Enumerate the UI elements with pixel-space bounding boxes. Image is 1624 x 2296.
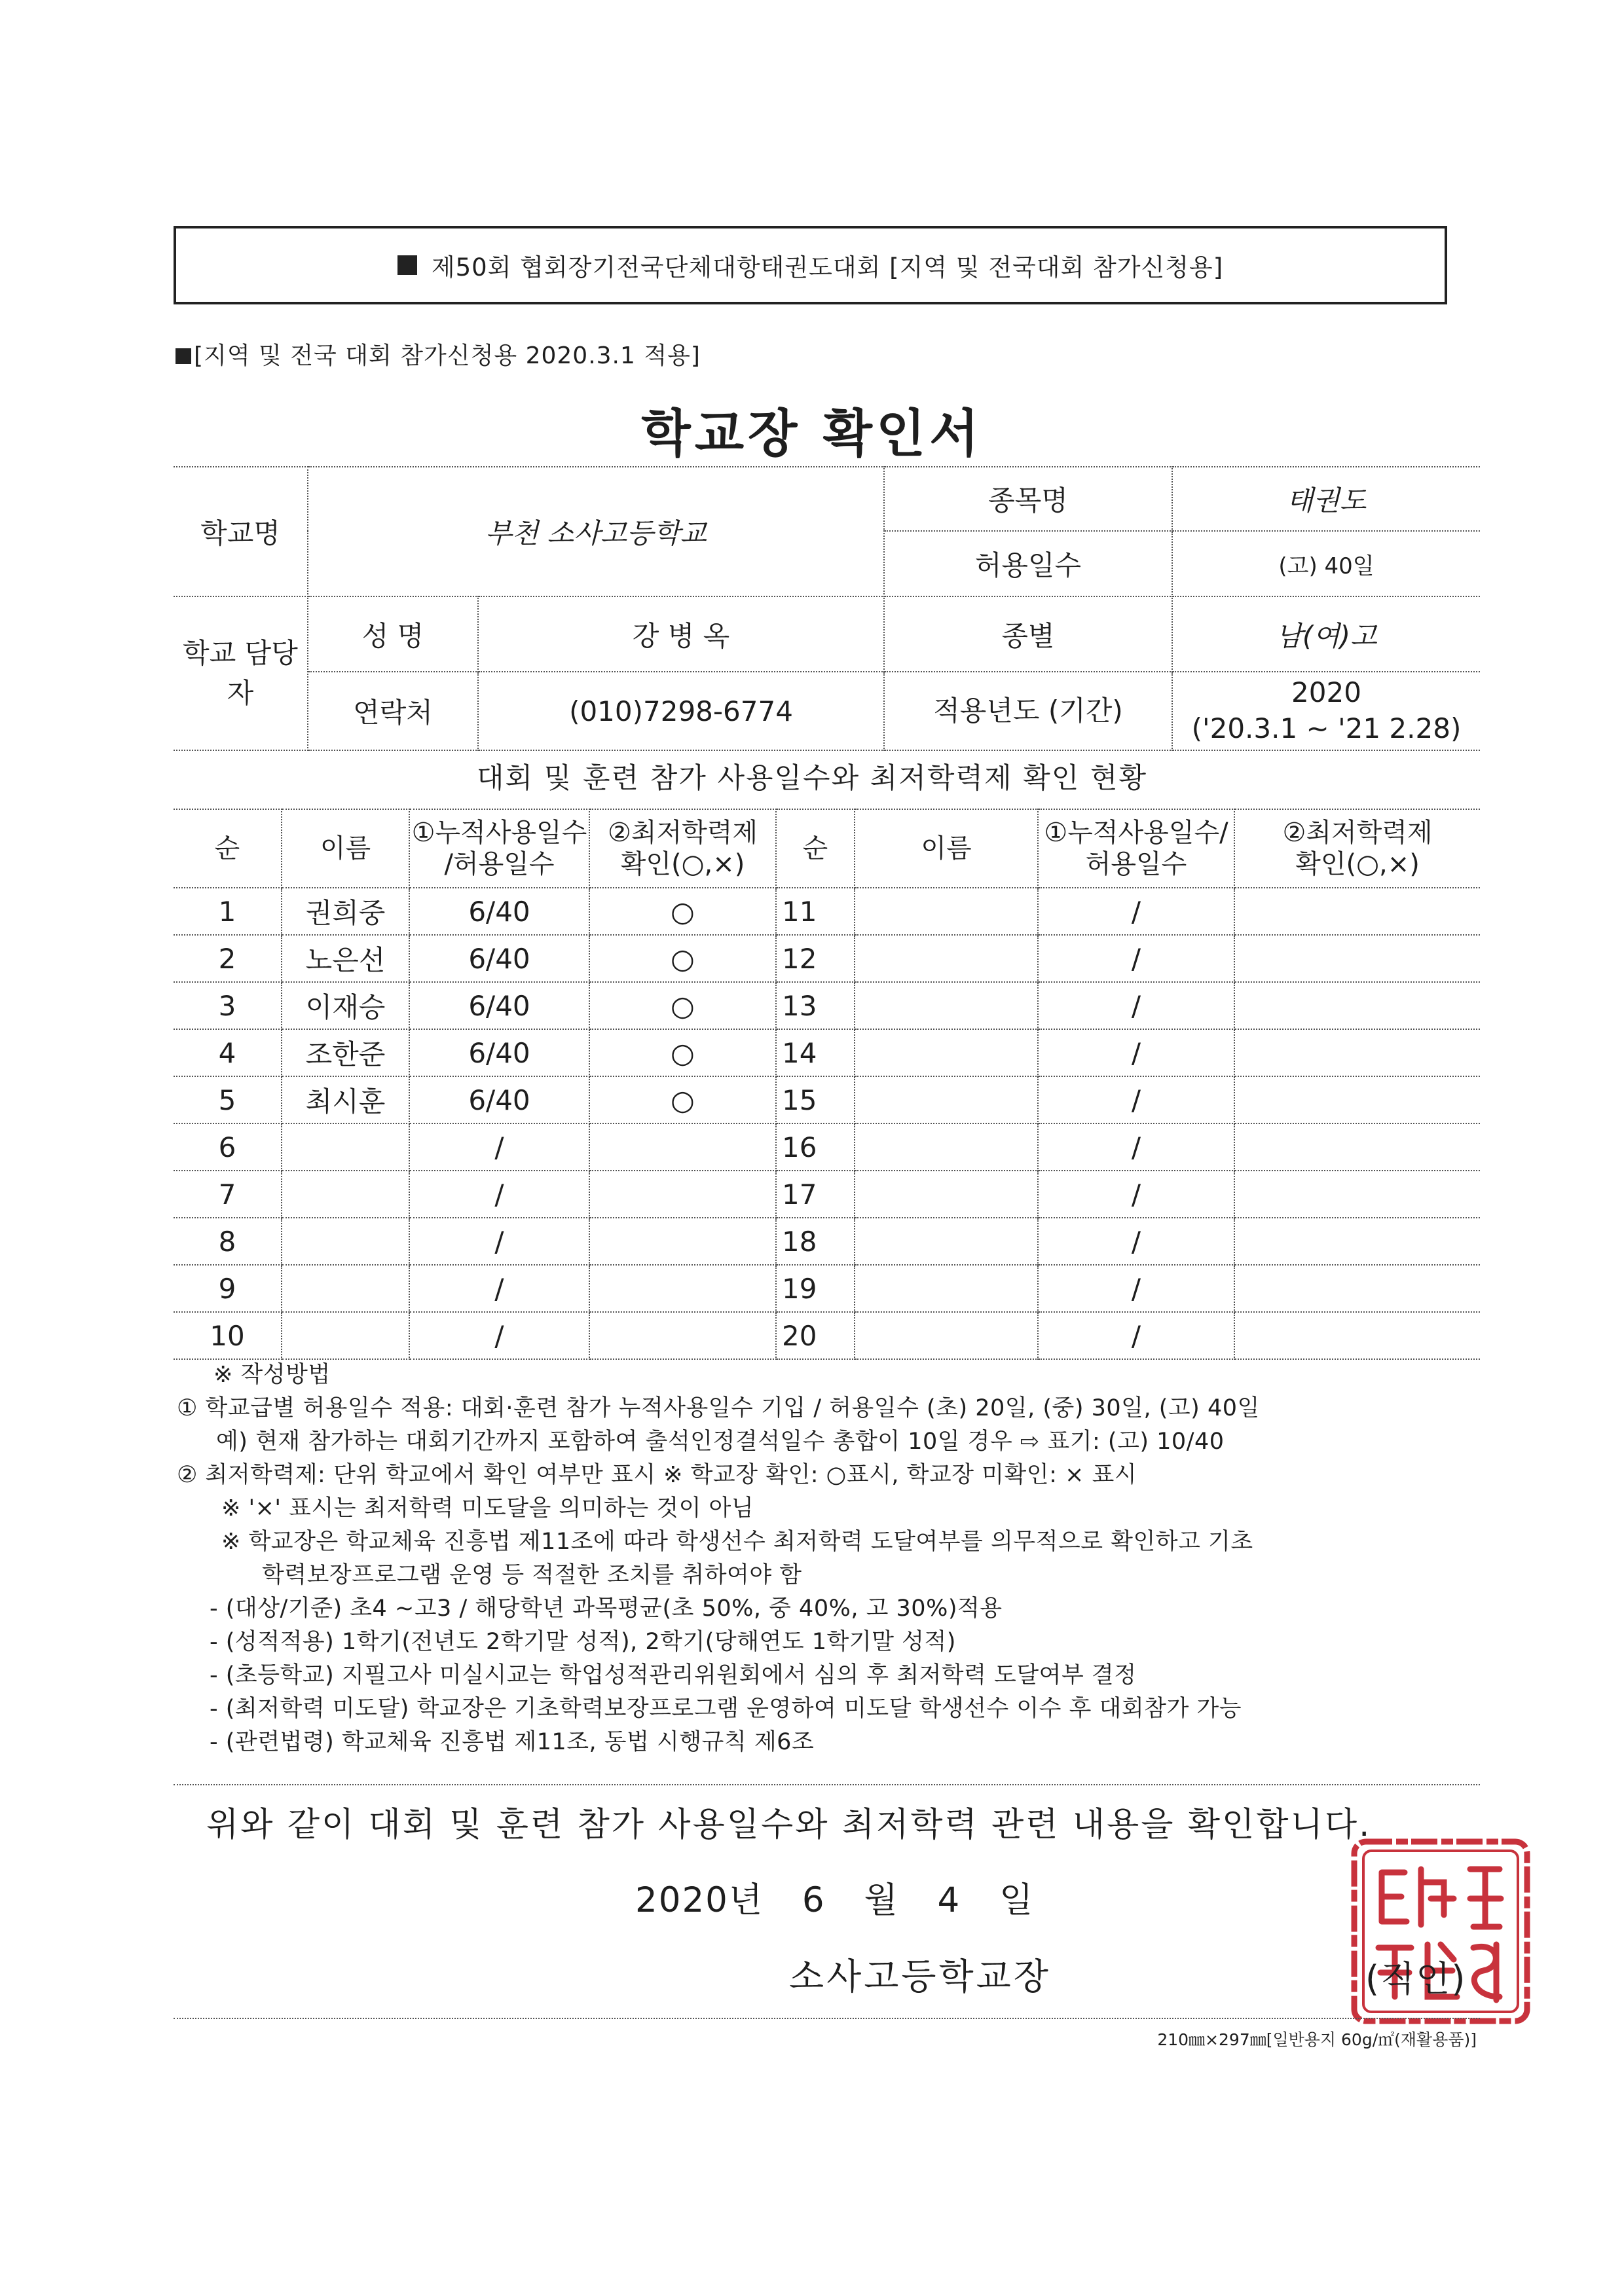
col-header-days-right: ①누적사용일수/ 허용일수 (1038, 809, 1234, 888)
guide-item-1: ① 학교급별 허용일수 적용: 대회·훈련 참가 누적사용일수 기입 / 허용일수 (초) 20일, (중) 30일, (고) 40일 (177, 1395, 1260, 1421)
table-row (174, 1312, 1480, 1359)
used-days: / (409, 1218, 589, 1265)
used-days: / (1038, 1123, 1234, 1171)
used-days: / (1038, 1171, 1234, 1218)
min-grade-check: ○ (589, 1029, 776, 1076)
status-title: 대회 및 훈련 참가 사용일수와 최저학력제 확인 현황 (477, 762, 1147, 795)
guide-dash-5: - (관련법령) 학교체육 진흥법 제11조, 동법 시행규칙 제6조 (210, 1729, 815, 1755)
student-name (855, 1029, 1038, 1076)
min-grade-check (1234, 982, 1480, 1029)
divider (174, 1784, 1480, 1785)
used-days: 6/40 (409, 935, 589, 982)
guide-item-2: ② 최저학력제: 단위 학교에서 확인 여부만 표시 ※ 학교장 확인: ○표시, 학교장 미확인: × 표시 (177, 1462, 1137, 1488)
row-no: 4 (174, 1029, 282, 1076)
min-grade-check: ○ (589, 982, 776, 1029)
row-no: 1 (174, 888, 282, 935)
min-grade-check (1234, 1123, 1480, 1171)
principal-title: 소사고등학교장 (789, 1956, 1051, 1997)
contact-label: 연락처 (308, 672, 478, 750)
table-row (174, 888, 1480, 935)
min-grade-check (589, 1312, 776, 1359)
col-header-name: 이름 (282, 809, 409, 888)
used-days: / (409, 1265, 589, 1312)
name-label: 성 명 (308, 596, 478, 672)
row-no: 14 (776, 1029, 855, 1076)
usage-note (175, 337, 701, 371)
table-row (174, 1171, 1480, 1218)
student-name: 이재승 (282, 982, 409, 1029)
table-row (174, 982, 1480, 1029)
competition-title: 제50회 협회장기전국단체대항태권도대회 [지역 및 전국대회 참가신청용] (431, 253, 1224, 282)
paper-spec: 210㎜×297㎜[일반용지 60g/㎡(재활용품)] (1157, 2030, 1477, 2049)
student-name (282, 1218, 409, 1265)
guide-dash-2: - (성적적용) 1학기(전년도 2학기말 성적), 2학기(당해연도 1학기말 성적) (210, 1629, 956, 1655)
row-no: 5 (174, 1076, 282, 1123)
row-no: 9 (174, 1265, 282, 1312)
student-name: 권희중 (282, 888, 409, 935)
student-name (855, 982, 1038, 1029)
student-name (282, 1123, 409, 1171)
black-square-icon (175, 348, 191, 364)
used-days: / (1038, 1076, 1234, 1123)
guide-note-b-cont: 학력보장프로그램 운영 등 적절한 조치를 취하여야 함 (262, 1562, 802, 1588)
year-value: 2020 (1291, 676, 1361, 709)
school-name-value: 부천 소사고등학교 (308, 467, 884, 596)
manager-info-table (174, 596, 1480, 751)
student-name: 최시훈 (282, 1076, 409, 1123)
student-name (855, 935, 1038, 982)
col-header-no-right: 순 (776, 809, 855, 888)
row-no: 10 (174, 1312, 282, 1359)
roster-header-row (174, 809, 1480, 888)
writing-guide (177, 1358, 1486, 1759)
usage-note-text: [지역 및 전국 대회 참가신청용 2020.3.1 적용] (194, 342, 701, 369)
used-days: / (409, 1123, 589, 1171)
allowed-days-value: (고) 40일 (1172, 531, 1480, 596)
min-grade-check (1234, 1312, 1480, 1359)
table-row (174, 1218, 1480, 1265)
min-grade-check (589, 1265, 776, 1312)
used-days: / (1038, 1265, 1234, 1312)
year-label: 적용년도 (기간) (884, 672, 1172, 750)
used-days: / (1038, 1312, 1234, 1359)
guide-note-b: ※ 학교장은 학교체육 진흥법 제11조에 따라 학생선수 최저학력 도달여부를 의무적으로 확인하고 기초 (221, 1529, 1253, 1555)
student-name (855, 1171, 1038, 1218)
student-name (855, 1218, 1038, 1265)
used-days: / (409, 1171, 589, 1218)
row-no: 17 (776, 1171, 855, 1218)
used-days: / (409, 1312, 589, 1359)
guide-item-1-example: 예) 현재 참가하는 대회기간까지 포함하여 출석인정결석일수 총합이 10일 경우 ⇨ 표기: (고) 10/40 (216, 1429, 1225, 1455)
used-days: 6/40 (409, 1076, 589, 1123)
min-grade-check: ○ (589, 1076, 776, 1123)
used-days: / (1038, 888, 1234, 935)
min-grade-check (589, 1218, 776, 1265)
used-days: / (1038, 1029, 1234, 1076)
seal-label: (직인) (1365, 1958, 1467, 1999)
min-grade-check: ○ (589, 888, 776, 935)
col-header-no: 순 (174, 809, 282, 888)
table-row (174, 1123, 1480, 1171)
row-no: 12 (776, 935, 855, 982)
used-days: 6/40 (409, 888, 589, 935)
row-no: 7 (174, 1171, 282, 1218)
category-label: 종별 (884, 596, 1172, 672)
event-value: 태권도 (1172, 467, 1480, 531)
student-name (282, 1265, 409, 1312)
event-label: 종목명 (884, 467, 1172, 531)
table-row (174, 1265, 1480, 1312)
manager-label: 학교 담당자 (174, 596, 308, 750)
row-no: 8 (174, 1218, 282, 1265)
row-no: 6 (174, 1123, 282, 1171)
min-grade-check (1234, 1265, 1480, 1312)
period-value: ('20.3.1 ~ '21 2.28) (1191, 712, 1462, 744)
competition-header-box (174, 226, 1447, 304)
min-grade-check (1234, 1029, 1480, 1076)
row-no: 13 (776, 982, 855, 1029)
min-grade-check: ○ (589, 935, 776, 982)
min-grade-check (1234, 1218, 1480, 1265)
row-no: 20 (776, 1312, 855, 1359)
table-row (174, 1029, 1480, 1076)
row-no: 18 (776, 1218, 855, 1265)
student-name (855, 1312, 1038, 1359)
guide-dash-4: - (최저학력 미도달) 학교장은 기초학력보장프로그램 운영하여 미도달 학생선수 이수 후 대회참가 가능 (210, 1696, 1242, 1722)
guide-dash-1: - (대상/기준) 초4 ~고3 / 해당학년 과목평균(초 50%, 중 40%, 고 30%)적용 (210, 1595, 1003, 1622)
student-name (855, 1265, 1038, 1312)
guide-dash-3: - (초등학교) 지필고사 미실시교는 학업성적관리위원회에서 심의 후 최저학력 도달여부 결정 (210, 1662, 1137, 1688)
student-name (855, 1123, 1038, 1171)
student-name: 노은선 (282, 935, 409, 982)
guide-heading: ※ 작성방법 (213, 1362, 331, 1388)
used-days: / (1038, 1218, 1234, 1265)
min-grade-check (589, 1171, 776, 1218)
col-header-name-right: 이름 (855, 809, 1038, 888)
contact-value: (010)7298-6774 (478, 672, 884, 750)
school-name-label: 학교명 (174, 467, 308, 596)
issue-date: 2020년 6 월 4 일 (635, 1880, 1035, 1920)
min-grade-check (1234, 888, 1480, 935)
row-no: 19 (776, 1265, 855, 1312)
row-no: 16 (776, 1123, 855, 1171)
student-name: 조한준 (282, 1029, 409, 1076)
min-grade-check (589, 1123, 776, 1171)
year-cell (1172, 672, 1480, 750)
roster-table (174, 809, 1480, 1360)
allowed-days-label: 허용일수 (884, 531, 1172, 596)
name-value: 강 병 옥 (478, 596, 884, 672)
min-grade-check (1234, 1076, 1480, 1123)
used-days: 6/40 (409, 1029, 589, 1076)
row-no: 2 (174, 935, 282, 982)
school-info-table (174, 466, 1480, 597)
min-grade-check (1234, 1171, 1480, 1218)
guide-note-a: ※ '×' 표시는 최저학력 미도달을 의미하는 것이 아님 (221, 1495, 754, 1522)
student-name (855, 1076, 1038, 1123)
used-days: 6/40 (409, 982, 589, 1029)
col-header-check: ②최저학력제 확인(○,×) (589, 809, 776, 888)
student-name (282, 1312, 409, 1359)
student-name (282, 1171, 409, 1218)
table-row (174, 1076, 1480, 1123)
used-days: / (1038, 935, 1234, 982)
row-no: 15 (776, 1076, 855, 1123)
category-value: 남(여)고 (1172, 596, 1480, 672)
col-header-days: ①누적사용일수 /허용일수 (409, 809, 589, 888)
col-header-check-right: ②최저학력제 확인(○,×) (1234, 809, 1480, 888)
footer-divider (174, 2018, 1480, 2019)
table-row (174, 935, 1480, 982)
document-title: 학교장 확인서 (641, 405, 983, 464)
student-name (855, 888, 1038, 935)
confirmation-statement: 위와 같이 대회 및 훈련 참가 사용일수와 최저학력 관련 내용을 확인합니다. (206, 1806, 1372, 1844)
min-grade-check (1234, 935, 1480, 982)
black-square-icon (397, 255, 417, 275)
row-no: 11 (776, 888, 855, 935)
row-no: 3 (174, 982, 282, 1029)
used-days: / (1038, 982, 1234, 1029)
